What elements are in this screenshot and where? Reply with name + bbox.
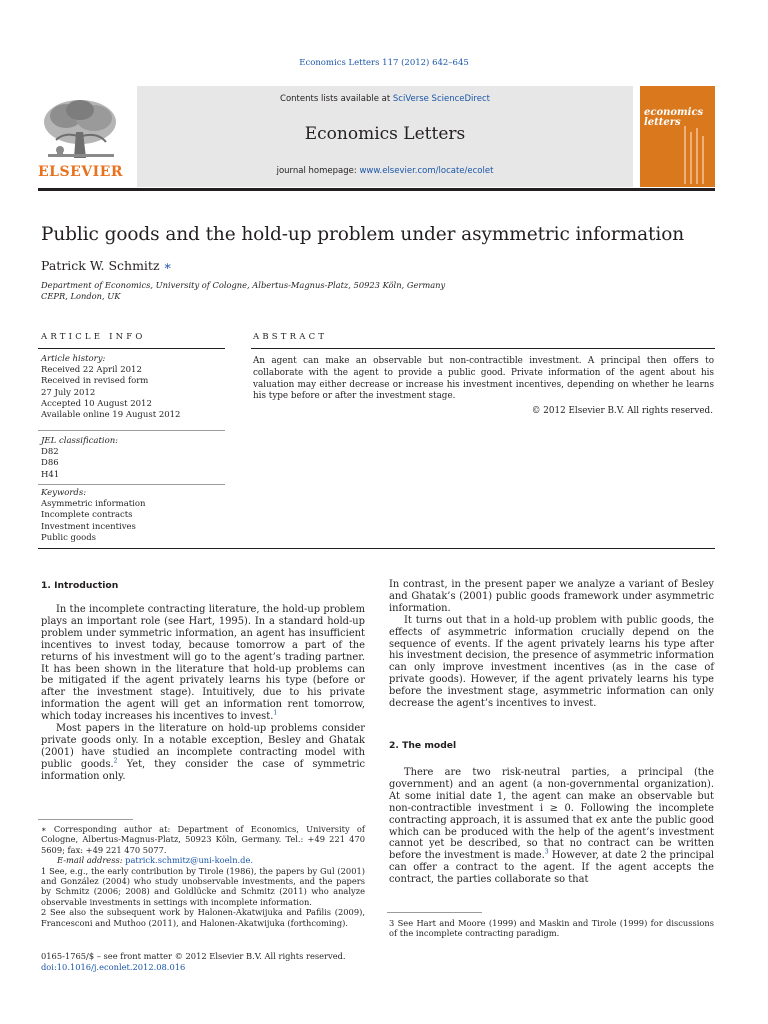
paragraph	[41, 604, 365, 723]
paragraph	[41, 723, 365, 783]
keywords-label: Keywords:	[41, 488, 87, 498]
paragraph-text: However, at date 2 the principal can offer a contract to the agent. If the agent accepts the contract, the parties collaborate so that	[389, 850, 714, 886]
article-info-heading: ARTICLE INFO	[41, 332, 146, 342]
sciencedirect-link[interactable]: SciVerse ScienceDirect	[392, 94, 490, 104]
history-line: 27 July 2012	[41, 387, 96, 398]
jel-code: H41	[41, 469, 60, 480]
paragraph-text: There are two risk-neutral parties, a principal (the government) and an agent (a non-governmental organization). At some initial date 1, the agent can make an observable but non-contractible investment i ≥ 0. Following the incomplete contracting approach, it is assumed that ex ante the public good which can be produced with the help of the agent’s investment cannot yet be described, so that no contract can be written before the investment is made.	[389, 767, 714, 862]
paragraph: It turns out that in a hold-up problem with public goods, the effects of asymmetric information crucially depend on the sequence of events. If the agent privately learns his type after his investment decision, the presence of asymmetric information can only improve investment incentives (as in the case of private goods). However, if the agent privately learns his type before the investment stage, asymmetric information can only decrease the agent’s incentives to invest.	[389, 614, 714, 710]
paragraph-text: Most papers in the literature on hold-up problems consider private goods only. In a notable exception, Besley and Ghatak (2001) have studied an incomplete contracting model with public goods.	[41, 723, 365, 770]
introduction-text	[41, 604, 365, 783]
abstract-heading: ABSTRACT	[253, 332, 328, 342]
elsevier-wordmark	[38, 164, 122, 180]
homepage-link[interactable]: www.elsevier.com/locate/ecolet	[359, 166, 494, 176]
article-history	[41, 354, 180, 421]
history-line: Received 22 April 2012	[41, 365, 142, 376]
availability-text: Contents lists available at	[280, 94, 393, 104]
history-label: Article history:	[41, 354, 106, 364]
elsevier-logo-text: ELSEVIER	[38, 164, 124, 180]
email-label: E-mail address:	[57, 855, 126, 866]
corresponding-author-mark[interactable]: ∗	[163, 258, 173, 273]
journal-citation[interactable]: Economics Letters 117 (2012) 642–645	[299, 58, 469, 68]
footnote-ref[interactable]: 1	[273, 709, 278, 717]
author-name: Patrick W. Schmitz	[41, 258, 160, 273]
keyword: Incomplete contracts	[41, 510, 133, 521]
cover-title-line2: letters	[644, 117, 681, 128]
abstract-text: An agent can make an observable but non-contractible investment. A principal then offers to collaborate with the agent to provide a public good. Private information of the agent about his valuation may either decrease or increase his investment incentives, depending on whether he learns his type before or after the investment stage.	[253, 356, 714, 402]
keyword: Investment incentives	[41, 521, 136, 532]
jel-classification	[41, 436, 118, 481]
email-link[interactable]: patrick.schmitz@uni-koeln.de.	[125, 855, 254, 866]
abstract-copyright: © 2012 Elsevier B.V. All rights reserved.	[531, 406, 713, 416]
jel-code: D86	[41, 458, 59, 469]
paragraph	[389, 767, 714, 886]
right-column-text	[389, 579, 714, 710]
jel-code: D82	[41, 447, 59, 458]
article-info-rule	[38, 348, 225, 349]
contents-availability	[137, 94, 633, 104]
paragraph-text: In the incomplete contracting literature, the hold-up problem plays an important role (see Hart, 1995). In a standard hold-up problem under symmetric information, an agent has insufficient incentives to invest today, because tomorrow a part of the returns of his investment will go to the agent’s trading partner. It has been shown in the literature that hold-up problems can be mitigated if the agent privately learns his type (before or after the investment stage). Intuitively, due to his private information the agent will get an information rent tomorrow, which today increases his incentives to invest.	[41, 604, 365, 723]
footnotes-left	[41, 824, 365, 928]
doi-link[interactable]: doi:10.1016/j.econlet.2012.08.016	[41, 962, 186, 972]
jel-label: JEL classification:	[41, 436, 119, 446]
cover-decoration	[680, 126, 710, 186]
keyword: Asymmetric information	[41, 499, 146, 510]
section-heading-introduction: 1. Introduction	[41, 580, 119, 591]
model-text	[389, 767, 714, 886]
footnote-ref[interactable]: 3	[544, 849, 549, 857]
footnote-ref[interactable]: 2	[113, 757, 118, 765]
keywords	[41, 488, 146, 544]
history-line: Received in revised form	[41, 376, 149, 387]
section-heading-model: 2. The model	[389, 740, 457, 751]
footnote-rule	[38, 819, 133, 820]
article-title: Public goods and the hold-up problem under asymmetric information	[41, 224, 685, 245]
affiliation-2: CEPR, London, UK	[41, 291, 121, 301]
journal-cover-thumbnail[interactable]	[640, 86, 715, 187]
footnote-rule	[387, 912, 482, 913]
history-line: Accepted 10 August 2012	[41, 398, 152, 409]
jel-divider	[38, 484, 225, 485]
front-matter-note: 0165-1765/$ – see front matter © 2012 Elsevier B.V. All rights reserved.	[41, 951, 346, 961]
footnote-1: 1 See, e.g., the early contribution by Tirole (1986), the papers by Gul (2001) and González (2004) who study unobservable investments, and the papers by Schmitz (2006; 2008) and Goldlücke and Schmitz (2011) who analyze observable investments in settings with incomplete information.	[41, 865, 365, 907]
history-divider	[38, 430, 225, 431]
front-matter-rule	[38, 548, 715, 549]
author-line	[41, 258, 172, 273]
history-line: Available online 19 August 2012	[41, 410, 181, 421]
abstract-rule	[251, 348, 715, 349]
footnote-2: 2 See also the subsequent work by Halonen-Akatwijuka and Pafilis (2009), Francesconi and Muthoo (2011), and Halonen-Akatwijuka (forthcoming).	[41, 907, 365, 928]
paragraph-text: Yet, they consider the case of symmetric information only.	[41, 758, 366, 782]
affiliation-1: Department of Economics, University of Cologne, Albertus-Magnus-Platz, 50923 Köln, Germany	[41, 280, 446, 290]
footnote-email	[41, 855, 365, 865]
footnote-3: 3 See Hart and Moore (1999) and Maskin and Tirole (1999) for discussions of the incomplete contracting paradigm.	[389, 918, 714, 939]
journal-homepage	[137, 166, 633, 176]
header-rule	[38, 188, 715, 191]
keyword: Public goods	[41, 532, 97, 543]
journal-name: Economics Letters	[304, 124, 466, 144]
affiliations	[41, 280, 445, 302]
cover-title-line1: economics	[644, 107, 704, 118]
footnote-corresponding-author: ∗ Corresponding author at: Department of Economics, University of Cologne, Albertus-Magnus-Platz, 50923 Köln, Germany. Tel.: +49 221 470 5609; fax: +49 221 470 5077.	[41, 824, 365, 855]
cover-title	[644, 108, 703, 128]
paragraph: In contrast, in the present paper we analyze a variant of Besley and Ghatak’s (2001) public goods framework under asymmetric information.	[389, 579, 714, 614]
homepage-label: journal homepage:	[276, 166, 360, 176]
